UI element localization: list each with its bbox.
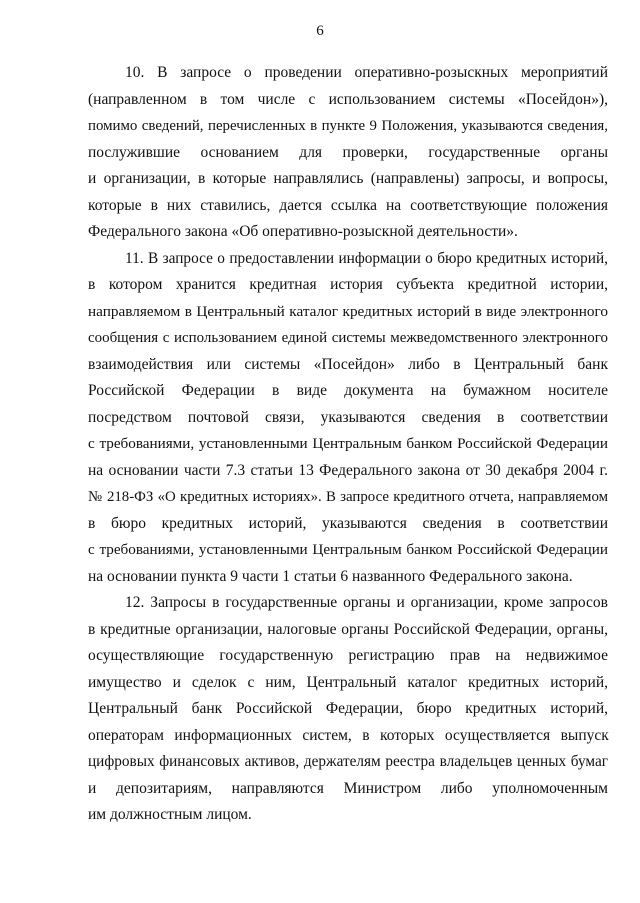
paragraph-line: в котором хранится кредитная история субъекта кредитной истории, bbox=[88, 276, 608, 293]
paragraph-line: Федерального закона «Об оперативно-розыскной деятельности». bbox=[88, 223, 518, 240]
paragraph-line: направляемом в Центральный каталог кредитных историй в виде электронного bbox=[88, 302, 608, 320]
paragraph-line: на основании части 7.3 статьи 13 Федерального закона от 30 декабря 2004 г. bbox=[88, 461, 608, 479]
paragraph-line: № 218-ФЗ «О кредитных историях». В запросе кредитного отчета, направляемом bbox=[88, 489, 608, 505]
paragraph-line: им должностным лицом. bbox=[88, 806, 252, 823]
paragraph-line: помимо сведений, перечисленных в пункте 9 Положения, указываются сведения, bbox=[88, 118, 608, 134]
document-body bbox=[88, 60, 608, 829]
paragraph-line: взаимодействия или системы «Посейдон» либо в Центральный банк bbox=[88, 355, 608, 373]
paragraph-line: и депозитариям, направляются Министром либо уполномоченным bbox=[88, 779, 608, 797]
page-number: 6 bbox=[316, 23, 324, 39]
paragraph-12 bbox=[88, 590, 608, 829]
paragraph-line: в бюро кредитных историй, указываются сведения в соответствии bbox=[88, 514, 608, 532]
paragraph-line: 10. В запросе о проведении оперативно-розыскных мероприятий bbox=[125, 64, 608, 81]
paragraph-line: и организации, в которые направлялись (направлены) запросы, и вопросы, bbox=[88, 170, 608, 187]
paragraph-10 bbox=[88, 60, 608, 246]
paragraph-line: с требованиями, установленными Центральным банком Российской Федерации bbox=[88, 435, 608, 452]
paragraph-line: (направленном в том числе с использованием системы «Посейдон»), bbox=[88, 90, 608, 108]
paragraph-line: 12. Запросы в государственные органы и организации, кроме запросов bbox=[125, 594, 608, 611]
paragraph-line: осуществляющие государственную регистрацию прав на недвижимое bbox=[88, 647, 608, 664]
paragraph-line: имущество и сделок с ним, Центральный каталог кредитных историй, bbox=[88, 673, 608, 691]
paragraph-line: сообщения с использованием единой системы межведомственного электронного bbox=[88, 330, 608, 346]
paragraph-line: цифровых финансовых активов, держателям реестра владельцев ценных бумаг bbox=[88, 753, 608, 770]
paragraph-line: Центральный банк Российской Федерации, бюро кредитных историй, bbox=[88, 700, 608, 717]
paragraph-line: в кредитные организации, налоговые органы Российской Федерации, органы, bbox=[88, 620, 608, 638]
paragraph-line: на основании пункта 9 части 1 статьи 6 названного Федерального закона. bbox=[88, 567, 573, 585]
paragraph-line: которые в них ставились, дается ссылка на соответствующие положения bbox=[88, 196, 608, 214]
paragraph-line: послужившие основанием для проверки, государственные органы bbox=[88, 143, 608, 161]
paragraph-line: 11. В запросе о предоставлении информации о бюро кредитных историй, bbox=[125, 249, 608, 267]
paragraph-line: Российской Федерации в виде документа на бумажном носителе bbox=[88, 382, 608, 399]
paragraph-line: с требованиями, установленными Центральным банком Российской Федерации bbox=[88, 541, 608, 558]
paragraph-line: посредством почтовой связи, указываются сведения в соответствии bbox=[88, 408, 608, 426]
paragraph-line: операторам информационных систем, в которых осуществляется выпуск bbox=[88, 726, 608, 744]
paragraph-11 bbox=[88, 246, 608, 591]
